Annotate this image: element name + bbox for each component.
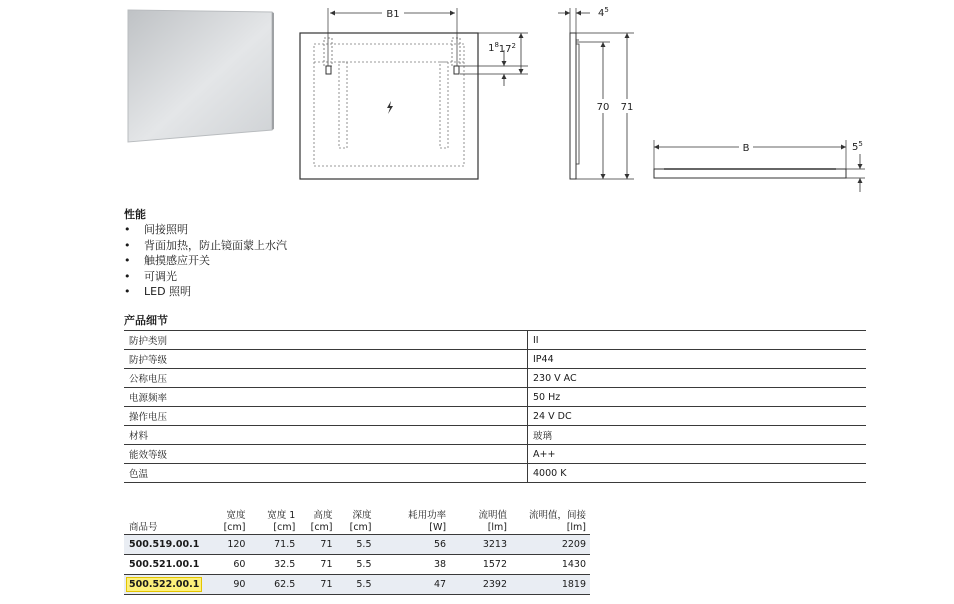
detail-label: 能效等级 [124, 445, 528, 464]
dim-18-sup: 8 [494, 41, 499, 49]
product-id: 500.519.00.1 [124, 535, 212, 555]
detail-value: 4000 K [528, 464, 867, 483]
dim-172-sup: 2 [511, 42, 516, 50]
feature-item: • 背面加热，防止镜面蒙上水汽 [124, 238, 287, 254]
product-height: 71 [299, 575, 336, 595]
detail-label: 电源频率 [124, 388, 528, 407]
table-row [124, 426, 866, 445]
col-header-lumen-indirect: 流明值，间接 [lm] [528, 510, 586, 533]
product-depth: 5.5 [337, 535, 376, 555]
product-height: 71 [299, 535, 336, 555]
feature-item: • 可调光 [124, 269, 287, 285]
feature-item: • 触摸感应开关 [124, 253, 287, 269]
side-view-drawing [550, 0, 640, 190]
detail-value: 玻璃 [528, 426, 867, 445]
detail-value: II [528, 331, 867, 350]
lightning-icon [387, 101, 393, 114]
dim-45-label: 4 [598, 8, 605, 19]
product-width1: 62.5 [249, 575, 299, 595]
top-view-drawing [640, 120, 870, 200]
product-height: 71 [299, 555, 336, 575]
detail-value: 230 V AC [528, 369, 867, 388]
dim-55-label: 5 [852, 142, 859, 153]
product-depth: 5.5 [337, 575, 376, 595]
product-width: 60 [212, 555, 249, 575]
table-row [124, 388, 866, 407]
product-width: 120 [212, 535, 249, 555]
product-lumen-indirect: 1819 [511, 575, 590, 595]
front-view-drawing [290, 0, 540, 190]
product-width1: 71.5 [249, 535, 299, 555]
detail-label: 操作电压 [124, 407, 528, 426]
svg-text:45 [598, 6, 609, 19]
col-header-power: 耗用功率 [W] [408, 510, 447, 533]
col-header-width1: 宽度 1 [cm] [267, 510, 296, 533]
svg-text:172 [499, 42, 516, 55]
table-row [124, 407, 866, 426]
detail-value: IP44 [528, 350, 867, 369]
details-title: 产品细节 [124, 314, 168, 327]
table-row [124, 350, 866, 369]
product-power: 38 [376, 555, 451, 575]
col-header-depth: 深度 [cm] [349, 510, 372, 533]
product-lumen: 2392 [450, 575, 511, 595]
features-list [124, 222, 287, 300]
product-depth: 5.5 [337, 555, 376, 575]
table-row [124, 369, 866, 388]
svg-text:18 [488, 41, 499, 54]
col-header-id: 商品号 [129, 522, 158, 533]
table-row [124, 535, 590, 555]
col-header-height: 高度 [cm] [310, 510, 333, 533]
products-table [124, 504, 590, 595]
col-header-width: 宽度 [cm] [223, 510, 246, 533]
detail-label: 防护类别 [124, 331, 528, 350]
dim-55-sup: 5 [858, 140, 863, 148]
product-lumen: 1572 [450, 555, 511, 575]
dim-b-label: B [742, 143, 750, 154]
dim-71-label: 71 [620, 102, 634, 113]
product-lumen: 3213 [450, 535, 511, 555]
detail-value: 24 V DC [528, 407, 867, 426]
table-header-row [124, 504, 590, 535]
detail-label: 公称电压 [124, 369, 528, 388]
col-header-lumen: 流明值 [lm] [478, 510, 507, 533]
feature-item: • LED 照明 [124, 284, 287, 300]
dim-18-label: 1 [488, 43, 495, 54]
detail-label: 防护等级 [124, 350, 528, 369]
table-row [124, 331, 866, 350]
dim-70-label: 70 [596, 102, 610, 113]
table-row [124, 575, 590, 595]
dim-172-label: 17 [498, 44, 512, 55]
svg-text:55 [852, 140, 863, 153]
dim-45-sup: 5 [604, 6, 609, 14]
product-photo [126, 8, 276, 144]
dim-b1-label: B1 [386, 9, 400, 20]
product-power: 47 [376, 575, 451, 595]
table-row [124, 555, 590, 575]
product-width: 90 [212, 575, 249, 595]
detail-value: A++ [528, 445, 867, 464]
detail-value: 50 Hz [528, 388, 867, 407]
product-lumen-indirect: 1430 [511, 555, 590, 575]
highlighted-product-id: 500.522.00.1 [129, 579, 200, 590]
table-row [124, 464, 866, 483]
product-lumen-indirect: 2209 [511, 535, 590, 555]
features-title: 性能 [124, 208, 146, 221]
product-id: 500.521.00.1 [124, 555, 212, 575]
detail-label: 色温 [124, 464, 528, 483]
product-width1: 32.5 [249, 555, 299, 575]
details-table [124, 330, 866, 483]
product-power: 56 [376, 535, 451, 555]
table-row [124, 445, 866, 464]
feature-item: • 间接照明 [124, 222, 287, 238]
detail-label: 材料 [124, 426, 528, 445]
